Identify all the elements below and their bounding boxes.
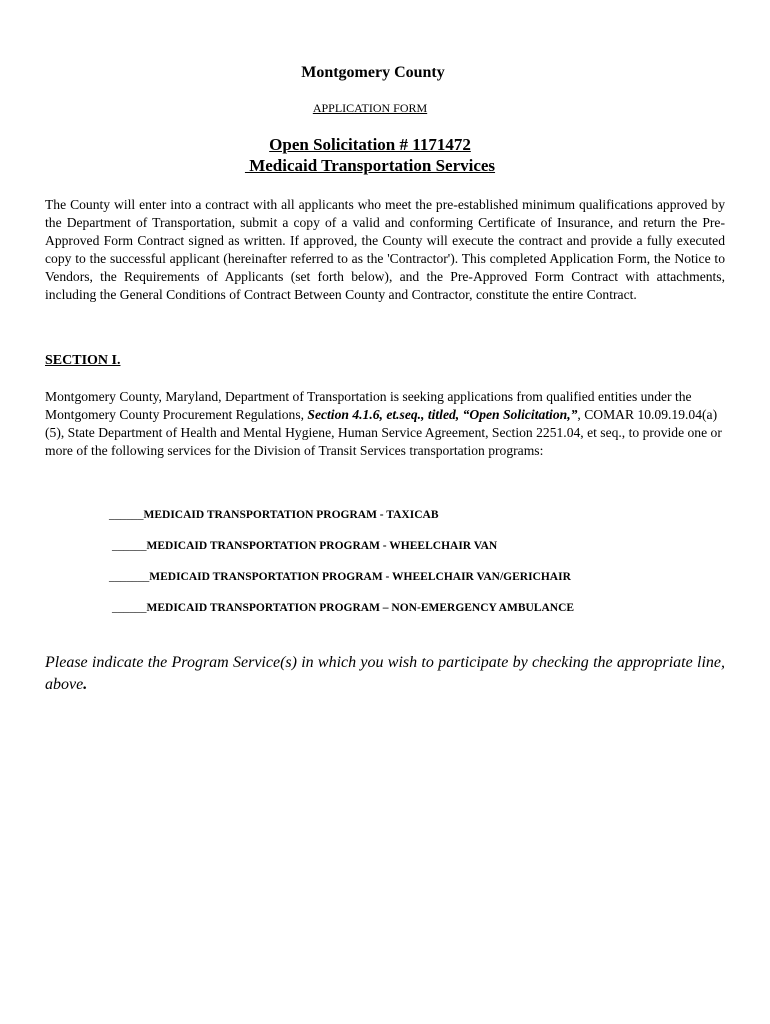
intro-paragraph: The County will enter into a contract with all applicants who meet the pre-established minimum qualifications approved by the Department of Transportation, submit a copy of a valid and conforming Certificate of Insurance, and return the Pre-Approved Form Contract signed as written. If approved, the County will execute the contract and provide a fully executed copy to the successful applicant (hereinafter referred to as the 'Contractor'). This completed Application Form, the Notice to Vendors, the Requirements of Applicants (set forth below), and the Pre-Approved Form Contract with attachments, including the General Conditions of Contract Between County and Contractor, constitute the entire Contract. [45, 197, 725, 302]
program-check-line[interactable]: ______ [109, 509, 144, 521]
program-option-taxicab[interactable] [109, 509, 439, 521]
section-paragraph [45, 388, 725, 460]
program-label: MEDICAID TRANSPORTATION PROGRAM - TAXICAB [143, 509, 439, 521]
instruction-text [45, 652, 725, 696]
program-label: MEDICAID TRANSPORTATION PROGRAM – NON-EMERGENCY AMBULANCE [146, 602, 575, 614]
section-text-emphasis: Section 4.1.6, et.seq., titled, “Open Solicitation,” [307, 407, 578, 422]
solicitation-heading [0, 134, 740, 176]
program-check-line[interactable]: ______ [112, 540, 147, 552]
program-option-non-emergency-ambulance[interactable] [112, 602, 574, 614]
program-check-line[interactable]: _______ [109, 571, 150, 583]
instruction-body: Please indicate the Program Service(s) in which you wish to participate by checking the appropriate line, above [45, 654, 725, 693]
form-title: APPLICATION FORM [312, 101, 428, 115]
program-label: MEDICAID TRANSPORTATION PROGRAM - WHEELCHAIR VAN [146, 540, 498, 552]
program-option-wheelchair-van-gerichair[interactable] [109, 571, 571, 583]
instruction-period: . [83, 676, 88, 693]
program-option-wheelchair-van[interactable] [112, 540, 497, 552]
section-text-part2: , COMAR 10.09.19.04(a)(5), State Department of Health and Mental Hygiene, Human Service Agreement, Section 2251.04, et seq., to provide one or more of the following services for the Division of Transit Services transportation programs: [45, 407, 722, 458]
organization-title: Montgomery County [301, 64, 445, 81]
solicitation-number: Open Solicitation # 1171472 [269, 135, 471, 154]
solicitation-name: Medicaid Transportation Services [244, 156, 496, 175]
program-check-line[interactable]: ______ [112, 602, 147, 614]
section-text-part1: Montgomery County, Maryland, Department of Transportation is seeking applications from qualified entities under the Montgomery County Procurement Regulations, [45, 389, 692, 422]
section-heading: SECTION I. [45, 353, 121, 368]
program-label: MEDICAID TRANSPORTATION PROGRAM - WHEELCHAIR VAN/GERICHAIR [149, 571, 571, 583]
